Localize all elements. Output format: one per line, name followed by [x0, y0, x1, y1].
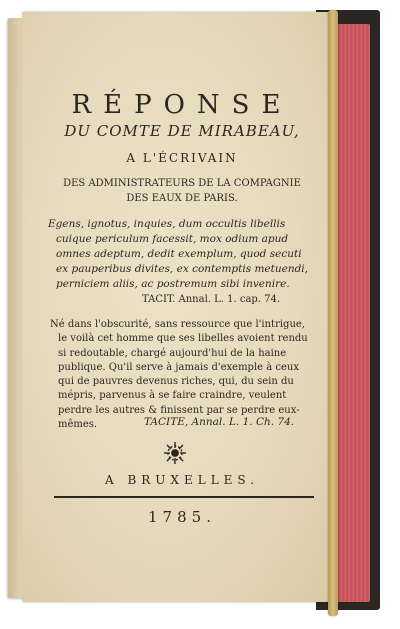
latin-line: omnes adeptum, dedit exemplum, quod secuti	[56, 248, 302, 260]
french-line: publique. Qu'il serve à jamais d'exemple à ceux	[58, 361, 299, 373]
french-line: si redoutable, chargé aujourd'hui de la haine	[58, 347, 287, 359]
french-citation: TACITE, Annal. L. 1. Ch. 74.	[144, 416, 295, 428]
french-line: qui de pauvres devenus riches, qui, du sein du	[58, 376, 294, 388]
page-subtitle: DU COMTE DE MIRABEAU,	[64, 122, 300, 140]
book	[6, 10, 378, 610]
french-line: perdre les autres & finissent par se perdre eux-	[58, 404, 300, 416]
french-line: Né dans l'obscurité, sans ressource que l'intrigue,	[50, 319, 305, 330]
addressee-intro: A L'ÉCRIVAIN	[126, 151, 238, 165]
latin-line: Egens, ignotus, inquies, dum occultis libellis	[48, 218, 286, 230]
bookmark-ribbon	[328, 10, 338, 616]
latin-citation: TACIT. Annal. L. 1. cap. 74.	[142, 294, 281, 305]
printer-ornament-icon	[162, 440, 188, 466]
page-title: RÉPONSE	[71, 90, 293, 120]
addressee-line-2: DES EAUX DE PARIS.	[126, 193, 238, 204]
imprint-year: 1785.	[148, 508, 216, 526]
title-page	[22, 12, 336, 602]
addressee-line-1: DES ADMINISTRATEURS DE LA COMPAGNIE	[63, 178, 301, 189]
latin-line: ex pauperibus divites, ex contemptis metuendi,	[56, 263, 309, 275]
french-line: mépris, parvenus à se faire craindre, veulent	[58, 390, 287, 402]
double-rule-divider	[54, 496, 314, 498]
imprint-place: A BRUXELLES.	[104, 473, 260, 487]
french-line: le voilà cet homme que ses libelles avoient rendu	[58, 333, 308, 345]
latin-line: cuique periculum facessit, mox odium apud	[56, 233, 289, 245]
latin-line: perniciem aliis, ac postremum sibi invenire.	[56, 278, 290, 290]
french-line: mêmes.	[58, 419, 98, 431]
latin-epigraph	[48, 217, 318, 292]
